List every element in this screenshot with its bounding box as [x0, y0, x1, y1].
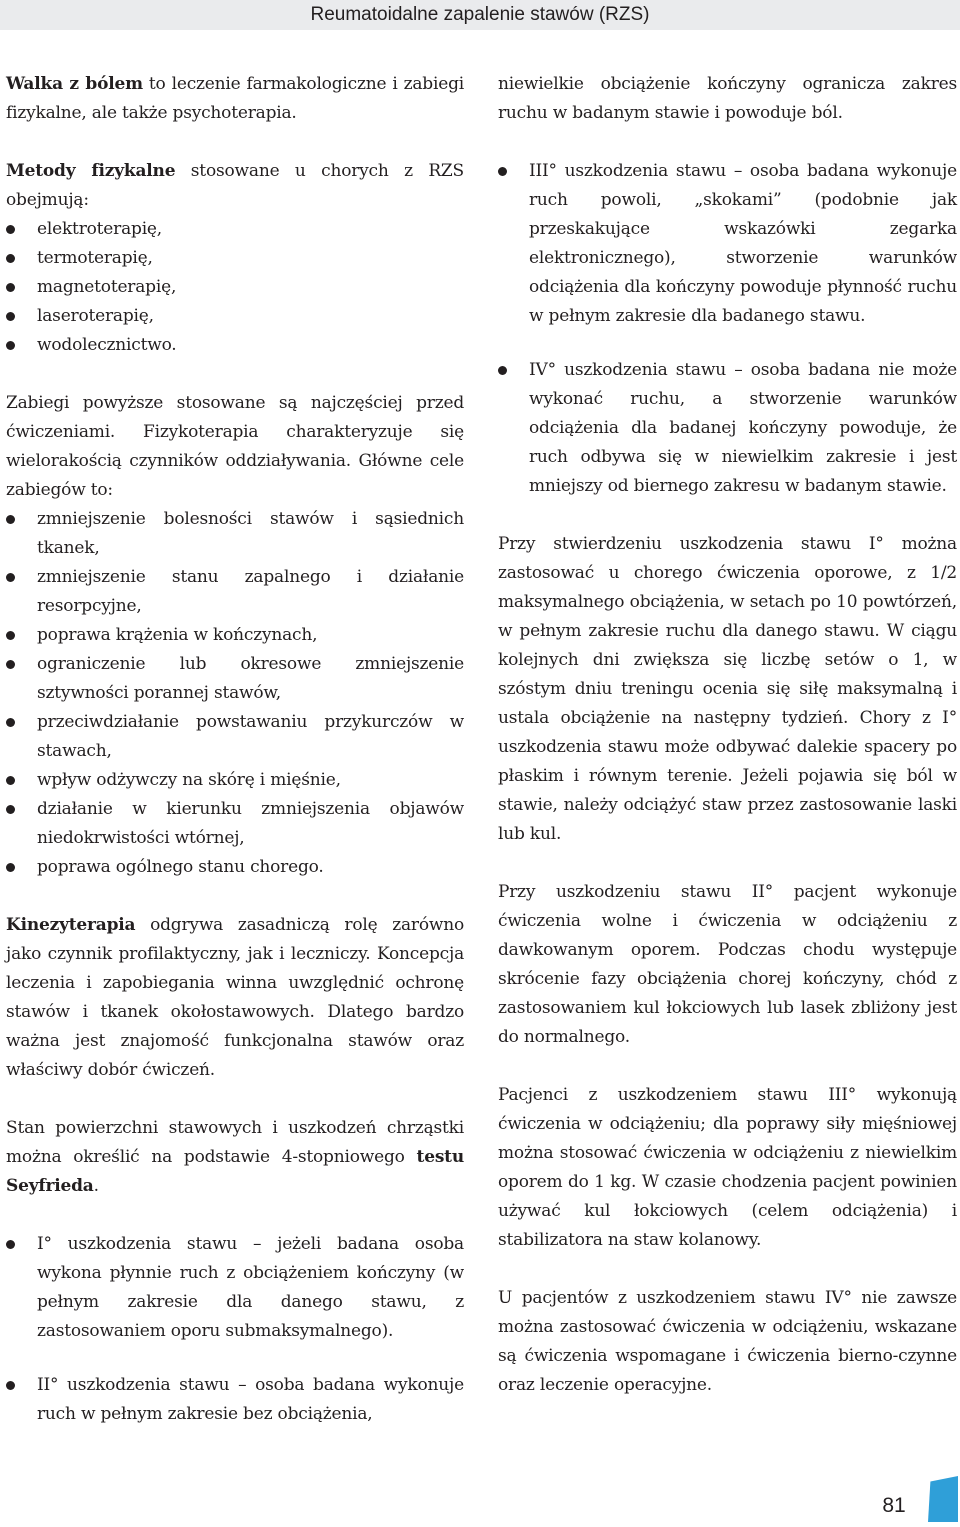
list-item: magnetoterapię, [6, 273, 464, 302]
term-seyfried-test: testu Seyfrieda [6, 1147, 464, 1196]
paragraph-kinesitherapy-text: odgrywa zasadniczą rolę zarówno jako czynnik profilaktyczny, jak i leczniczy. Koncepcja leczenia i zapobiegania winna uwzględnić ochronę stawów i tkanek okołostawowych. Dlatego bardzo ważna jest znajomość funkcjonalna stawów oraz właściwy dobór ćwiczeń. [6, 915, 464, 1080]
term-pain: Walka z bólem [6, 74, 143, 94]
list-item: przeciwdziałanie powstawaniu przykurczów w stawach, [6, 708, 464, 766]
list-item-degree-2: II° uszkodzenia stawu – osoba badana wykonuje ruch w pełnym zakresie bez obciążenia, [6, 1371, 464, 1429]
list-item: elektroterapię, [6, 215, 464, 244]
list-item: zmniejszenie stanu zapalnego i działanie resorpcyjne, [6, 563, 464, 621]
page-number: 81 [882, 1494, 906, 1517]
left-column [6, 70, 464, 1429]
paragraph-kinesitherapy [6, 911, 464, 1085]
degrees-list-right [498, 157, 957, 501]
list-item: poprawa ogólnego stanu chorego. [6, 853, 464, 882]
list-item: poprawa krążenia w kończynach, [6, 621, 464, 650]
list-item-degree-3: III° uszkodzenia stawu – osoba badana wykonuje ruch powoli, „skokami” (podobnie jak przeskakujące wskazówki zegarka elektronicznego), stworzenie warunków odciążenia dla kończyny powoduje płynność ruchu w pełnym zakresie dla badanego stawu. [498, 157, 957, 331]
term-physical-methods: Metody fizykalne [6, 161, 176, 181]
list-item: laseroterapię, [6, 302, 464, 331]
paragraph-degree-1-treatment: Przy stwierdzeniu uszkodzenia stawu I° można zastosować u chorego ćwiczenia oporowe, z 1/2 maksymalnego obciążenia, w setach po 10 powtórzeń, w pełnym zakresie ruchu dla danego stawu. W ciągu kolejnych dni zwiększa się liczbę setów o 1, w szóstym dniu treningu ocenia się siłę maksymalną i ustala obciążenie na następny tydzień. Chory z I° uszkodzenia stawu może odbywać dalekie spacery po płaskim i równym terenie. Jeżeli pojawia się ból w stawie, należy odciążyć staw przez zastosowanie laski lub kul. [498, 534, 957, 844]
paragraph-degree-3-treatment: Pacjenci z uszkodzeniem stawu III° wykonują ćwiczenia w odciążeniu; dla poprawy siły mięśniowej można stosować ćwiczenia w odciążeniu z niewielkim oporem do 1 kg. W czasie chodzenia pacjent powinien używać kul łokciowych (celem odciążenia) i stabilizatora na staw kolanowy. [498, 1085, 957, 1250]
header-title: Reumatoidalne zapalenie stawów (RZS) [310, 4, 650, 25]
paragraph-pain [6, 70, 464, 128]
paragraph-procedures: Zabiegi powyższe stosowane są najczęściej przed ćwiczeniami. Fizykoterapia charakteryzuje się wielorakością czynników oddziaływania. Główne cele zabiegów to: [6, 393, 464, 500]
degrees-list-left [6, 1230, 464, 1429]
methods-list [6, 215, 464, 360]
paragraph-pain-text: to leczenie farmakologiczne i zabiegi fizykalne, ale także psychoterapia. [6, 74, 464, 123]
goals-list [6, 505, 464, 882]
paragraph-physical-methods [6, 157, 464, 215]
list-item: ograniczenie lub okresowe zmniejszenie sztywności porannej stawów, [6, 650, 464, 708]
term-kinesitherapy: Kinezyterapia [6, 915, 136, 935]
list-item: zmniejszenie bolesności stawów i sąsiednich tkanek, [6, 505, 464, 563]
paragraph-continuation: niewielkie obciążenie kończyny ogranicza zakres ruchu w badanym stawie i powoduje ból. [498, 74, 957, 123]
right-column [498, 70, 957, 1400]
list-item: wpływ odżywczy na skórę i mięśnie, [6, 766, 464, 795]
list-item: termoterapię, [6, 244, 464, 273]
running-header [0, 0, 960, 30]
list-item-degree-1: I° uszkodzenia stawu – jeżeli badana osoba wykona płynnie ruch z obciążeniem kończyny (w pełnym zakresie dla danego stawu, z zastosowaniem oporu submaksymalnego). [6, 1230, 464, 1346]
paragraph-seyfried-text: Stan powierzchni stawowych i uszkodzeń chrząstki można określić na podstawie 4-stopniowego [6, 1118, 464, 1167]
paragraph-seyfried [6, 1114, 464, 1201]
paragraph-degree-4-treatment: U pacjentów z uszkodzeniem stawu IV° nie zawsze można zastosować ćwiczenia w odciążeniu, wskazane są ćwiczenia wspomagane i ćwiczenia bierno-czynne oraz leczenie operacyjne. [498, 1288, 957, 1395]
list-item: działanie w kierunku zmniejszenia objawów niedokrwistości wtórnej, [6, 795, 464, 853]
list-item: wodolecznictwo. [6, 331, 464, 360]
paragraph-degree-2-treatment: Przy uszkodzeniu stawu II° pacjent wykonuje ćwiczenia wolne i ćwiczenia w odciążeniu z dawkowanym oporem. Podczas chodu występuje skrócenie fazy obciążenia chorej kończyny, chód z zastosowaniem kul łokciowych lub lasek zbliżony jest do normalnego. [498, 882, 957, 1047]
corner-tab-decoration [928, 1476, 958, 1522]
paragraph-physical-methods-text: stosowane u chorych z RZS obejmują: [6, 161, 464, 210]
list-item-degree-4: IV° uszkodzenia stawu – osoba badana nie może wykonać ruchu, a stworzenie warunków odciążenia dla badanej kończyny powoduje, że ruch odbywa się w niewielkim zakresie i jest mniejszy od biernego zakresu w badanym stawie. [498, 356, 957, 501]
paragraph-seyfried-end: . [93, 1176, 99, 1196]
